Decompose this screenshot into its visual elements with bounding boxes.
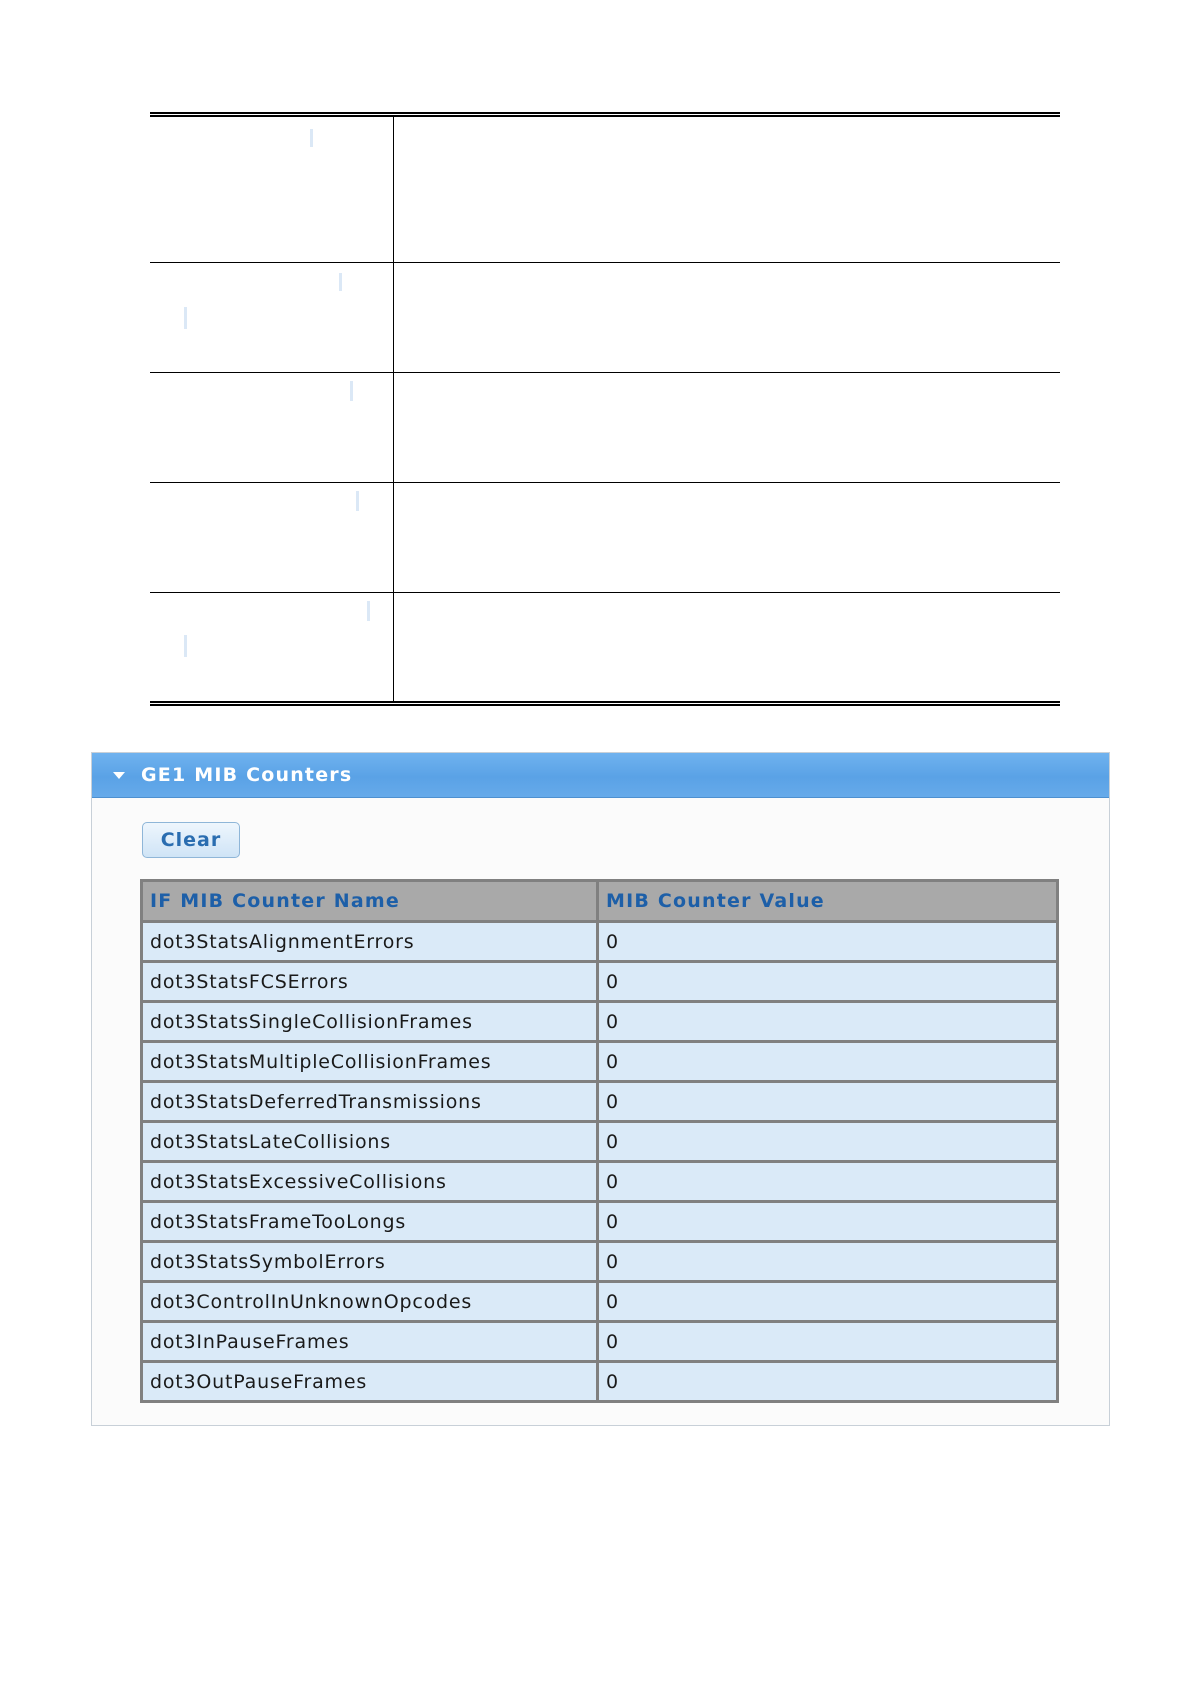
- counter-name-cell: dot3StatsSymbolErrors: [142, 1242, 598, 1282]
- table-row: [142, 1122, 1058, 1162]
- table-row: [142, 1202, 1058, 1242]
- text-fragment-mark: [310, 129, 313, 147]
- description-row: [150, 117, 1060, 263]
- counter-value-cell: 0: [598, 1082, 1058, 1122]
- counter-value-cell: 0: [598, 1002, 1058, 1042]
- counter-value-cell: 0: [598, 1042, 1058, 1082]
- counter-value-cell: 0: [598, 1362, 1058, 1402]
- counter-name-cell: dot3StatsFrameTooLongs: [142, 1202, 598, 1242]
- table-row: [142, 1362, 1058, 1402]
- collapse-triangle-icon[interactable]: [113, 772, 125, 779]
- text-fragment-mark: [184, 307, 187, 329]
- counter-value-cell: 0: [598, 922, 1058, 962]
- description-row: [150, 483, 1060, 593]
- table-row: [142, 1162, 1058, 1202]
- counter-value-cell: 0: [598, 1162, 1058, 1202]
- counter-name-cell: dot3StatsExcessiveCollisions: [142, 1162, 598, 1202]
- counter-value-cell: 0: [598, 1322, 1058, 1362]
- text-fragment-mark: [367, 601, 370, 621]
- table-row: [142, 1282, 1058, 1322]
- table-row: [142, 922, 1058, 962]
- counter-name-cell: dot3StatsDeferredTransmissions: [142, 1082, 598, 1122]
- counter-name-cell: dot3StatsFCSErrors: [142, 962, 598, 1002]
- counter-name-cell: dot3OutPauseFrames: [142, 1362, 598, 1402]
- table-row: [142, 962, 1058, 1002]
- counter-name-cell: dot3InPauseFrames: [142, 1322, 598, 1362]
- counter-value-cell: 0: [598, 1122, 1058, 1162]
- table-row: [142, 1002, 1058, 1042]
- panel-header[interactable]: [92, 753, 1109, 798]
- description-table: [150, 112, 1060, 706]
- text-fragment-mark: [356, 491, 359, 511]
- text-fragment-mark: [350, 381, 353, 401]
- counter-value-cell: 0: [598, 1282, 1058, 1322]
- table-row: [142, 1042, 1058, 1082]
- description-row: [150, 263, 1060, 373]
- counter-name-cell: dot3StatsMultipleCollisionFrames: [142, 1042, 598, 1082]
- text-fragment-mark: [339, 273, 342, 291]
- counter-name-cell: dot3ControlInUnknownOpcodes: [142, 1282, 598, 1322]
- table-row: [142, 1322, 1058, 1362]
- text-fragment-mark: [184, 635, 187, 657]
- table-header-row: [142, 881, 1058, 922]
- counter-value-cell: 0: [598, 1242, 1058, 1282]
- table-row: [142, 1082, 1058, 1122]
- table-row: [142, 1242, 1058, 1282]
- counter-name-cell: dot3StatsSingleCollisionFrames: [142, 1002, 598, 1042]
- counter-value-cell: 0: [598, 1202, 1058, 1242]
- description-row: [150, 373, 1060, 483]
- counter-name-cell: dot3StatsAlignmentErrors: [142, 922, 598, 962]
- mib-counters-panel: [91, 752, 1110, 1426]
- counter-value-cell: 0: [598, 962, 1058, 1002]
- panel-title: GE1 MIB Counters: [141, 764, 353, 786]
- column-header-counter-name: IF MIB Counter Name: [142, 881, 598, 922]
- clear-button[interactable]: Clear: [142, 822, 240, 858]
- column-header-counter-value: MIB Counter Value: [598, 881, 1058, 922]
- mib-counter-table: [140, 879, 1059, 1403]
- description-row: [150, 593, 1060, 701]
- counter-name-cell: dot3StatsLateCollisions: [142, 1122, 598, 1162]
